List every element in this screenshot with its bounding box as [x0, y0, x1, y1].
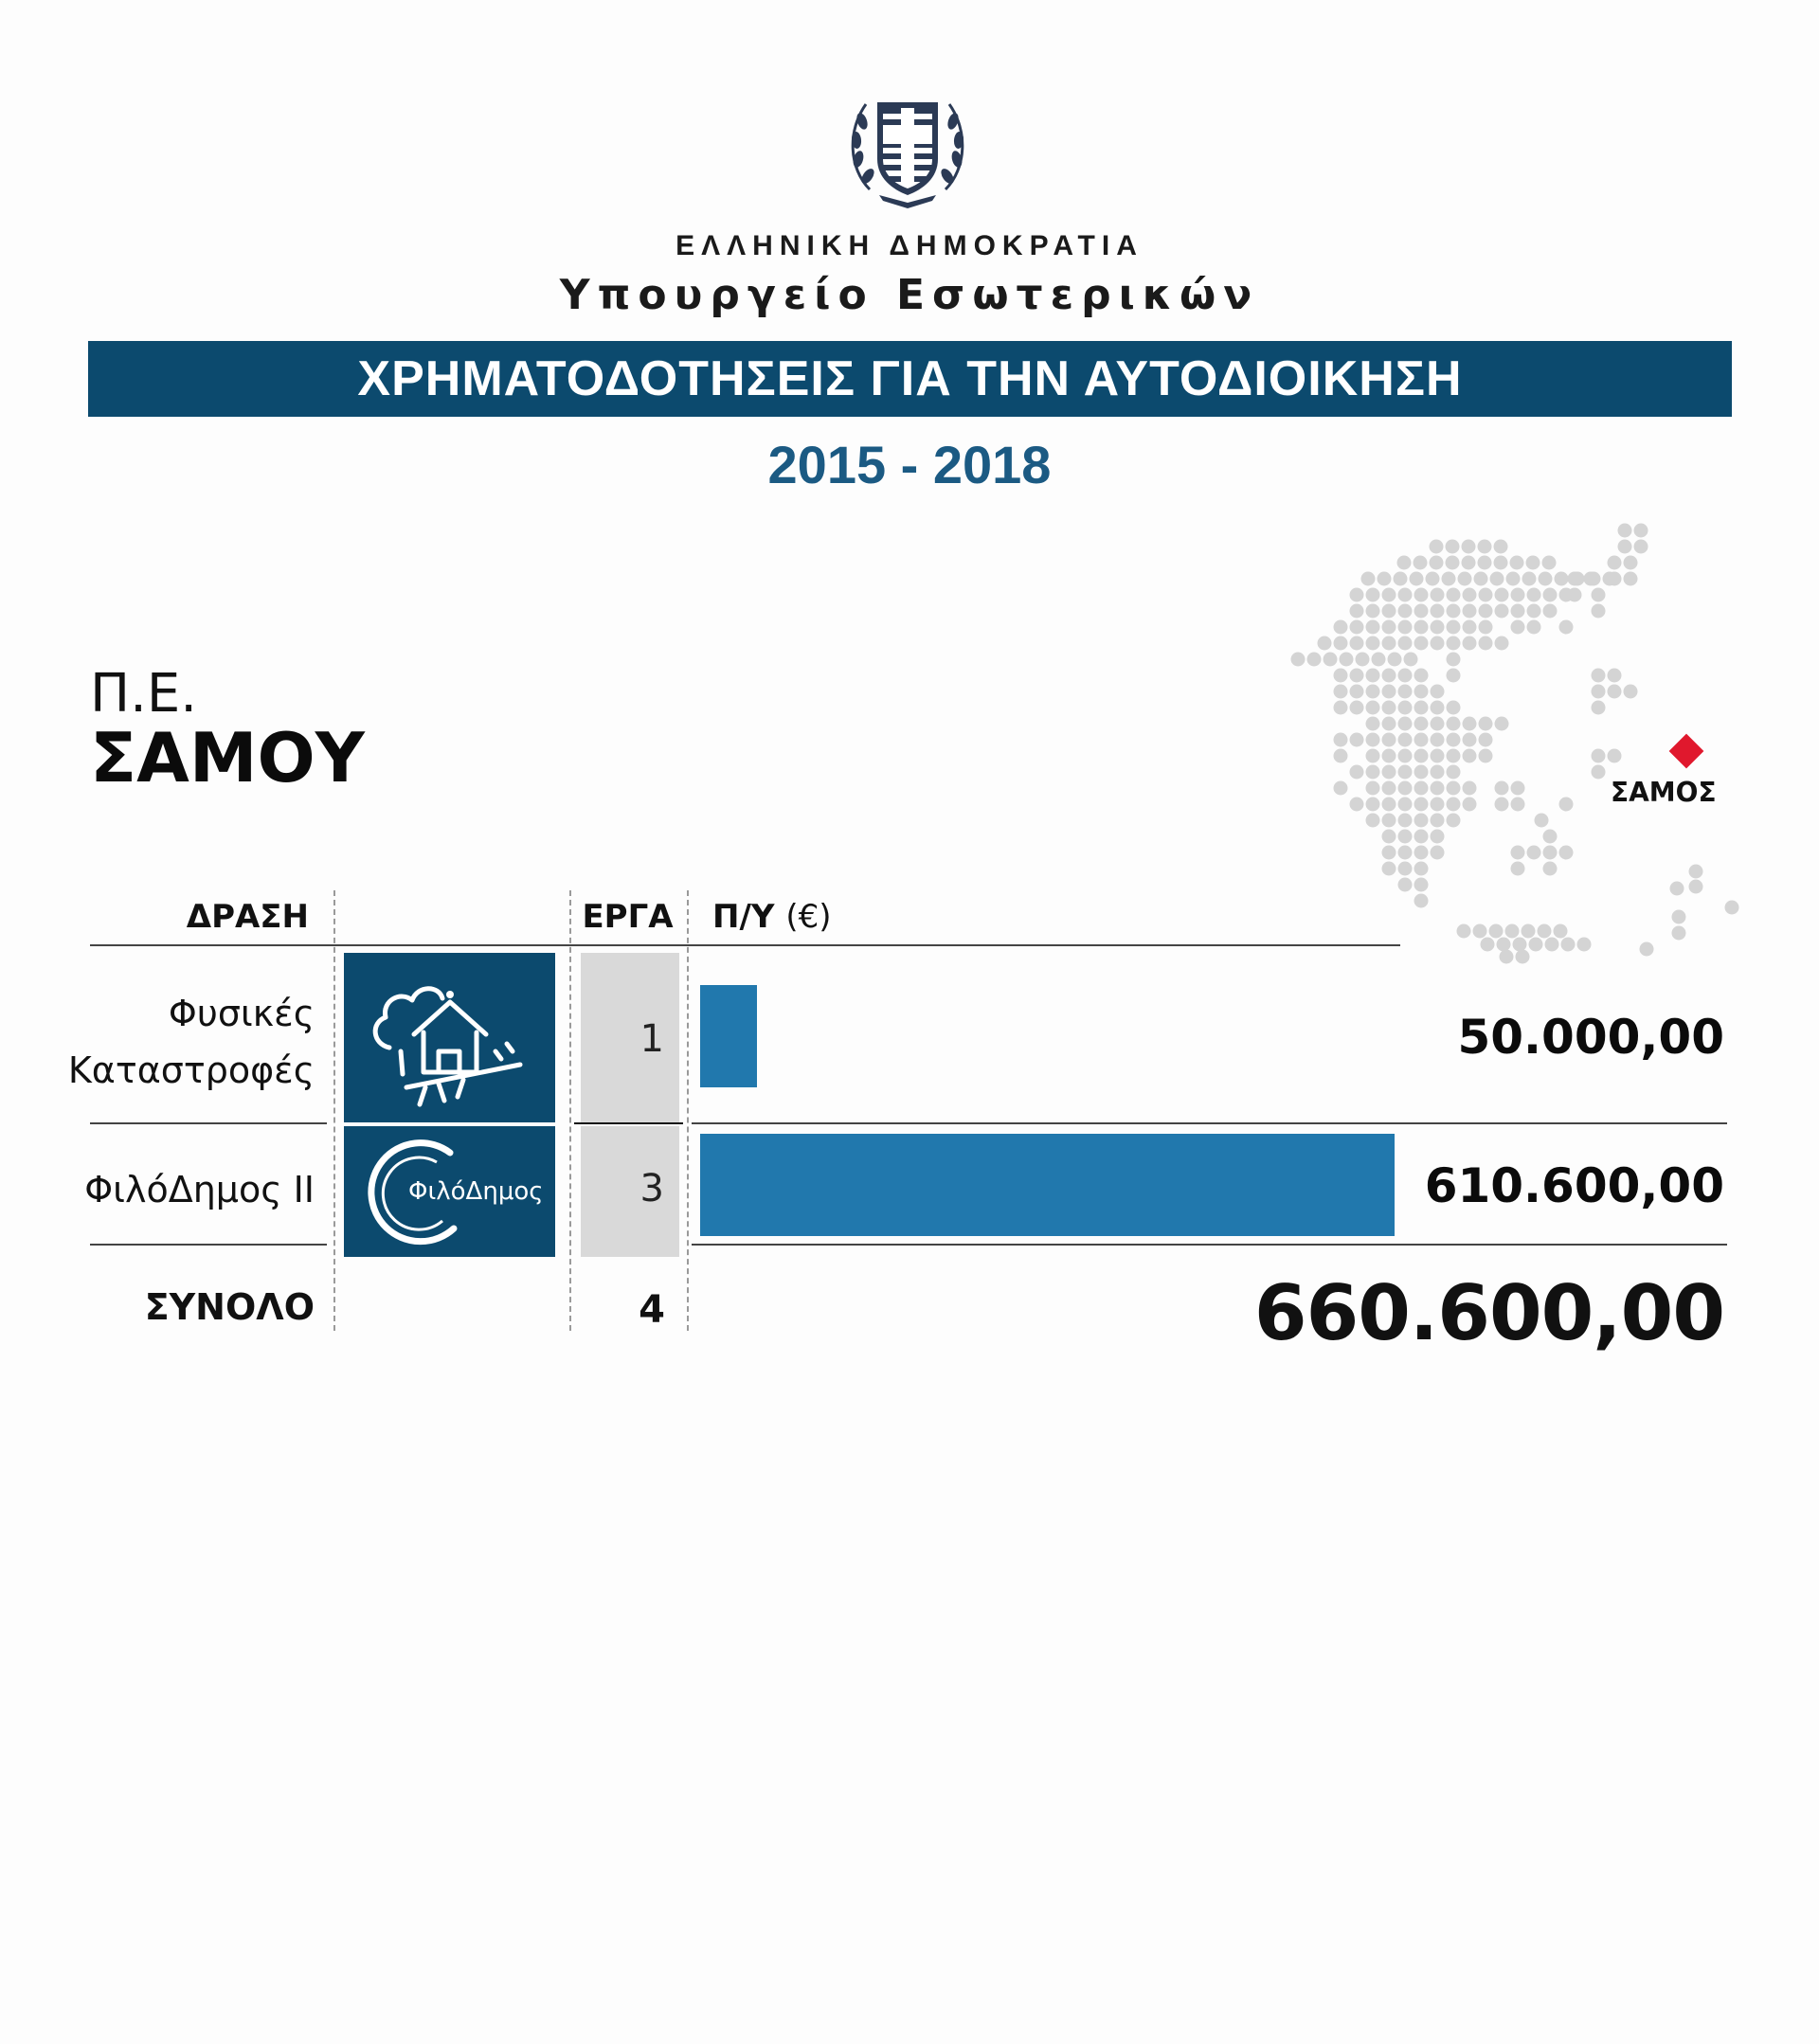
map-dot	[1366, 798, 1380, 812]
map-dot	[1447, 701, 1461, 715]
map-dot	[1511, 620, 1525, 635]
map-dot	[1511, 781, 1525, 796]
map-dot	[1463, 604, 1477, 619]
map-dot	[1431, 701, 1445, 715]
map-dot	[1398, 878, 1413, 892]
column-header-projects: ΕΡΓΑ	[582, 898, 674, 936]
budget-value: 610.600,00	[1424, 1158, 1724, 1213]
map-dot	[1463, 749, 1477, 763]
total-label: ΣΥΝΟΛΟ	[144, 1286, 315, 1328]
map-dot	[1608, 685, 1622, 699]
map-dot	[1414, 717, 1429, 731]
map-dot	[1608, 749, 1622, 763]
map-dot	[1526, 556, 1540, 570]
map-dot	[1398, 781, 1413, 796]
map-dot	[1350, 733, 1364, 747]
map-dot	[1495, 781, 1509, 796]
map-dot	[1463, 620, 1477, 635]
map-dot	[1398, 588, 1413, 602]
map-dot	[1398, 701, 1413, 715]
map-dot	[1478, 540, 1492, 554]
header-rule	[90, 944, 1400, 946]
map-dot	[1366, 749, 1380, 763]
map-dot	[1447, 588, 1461, 602]
map-dot	[1543, 846, 1558, 860]
map-dot	[1318, 637, 1332, 651]
map-dot	[1414, 749, 1429, 763]
map-dot	[1350, 669, 1364, 683]
row-action-label	[57, 985, 315, 1099]
map-dot	[1431, 717, 1445, 731]
map-dot	[1584, 572, 1598, 586]
map-dot	[1414, 620, 1429, 635]
map-dot	[1479, 620, 1493, 635]
map-dot	[1378, 572, 1392, 586]
map-dot	[1382, 588, 1396, 602]
map-dot	[1568, 588, 1582, 602]
map-dot	[1495, 588, 1509, 602]
row-rule	[574, 1122, 683, 1124]
map-dot	[1608, 572, 1622, 586]
map-dot	[1382, 798, 1396, 812]
map-dot	[1431, 588, 1445, 602]
map-dot	[1394, 572, 1408, 586]
map-dot	[1366, 588, 1380, 602]
map-dot	[1725, 901, 1739, 915]
map-dot	[1366, 701, 1380, 715]
map-dot	[1624, 556, 1638, 570]
map-dot	[1334, 669, 1348, 683]
map-dot	[1479, 604, 1493, 619]
map-dot	[1350, 588, 1364, 602]
map-dot	[1689, 865, 1703, 879]
map-dot	[1473, 924, 1487, 939]
samos-marker-icon	[1669, 734, 1704, 769]
map-dot	[1672, 910, 1686, 924]
map-dot	[1334, 749, 1348, 763]
map-dot	[1414, 604, 1429, 619]
map-dot	[1592, 604, 1606, 619]
column-divider	[569, 890, 571, 1331]
greece-dot-map	[1279, 511, 1743, 985]
map-dot	[1430, 540, 1444, 554]
map-dot	[1543, 604, 1558, 619]
map-dot	[1592, 749, 1606, 763]
region-prefix: Π.Ε.	[90, 663, 198, 725]
map-dot	[1414, 588, 1429, 602]
map-dot	[1334, 637, 1348, 651]
map-dot	[1397, 556, 1412, 570]
map-dot	[1324, 653, 1338, 667]
map-dot	[1398, 798, 1413, 812]
map-dot	[1398, 862, 1413, 876]
map-dot	[1340, 653, 1354, 667]
map-dot	[1559, 846, 1574, 860]
map-dot	[1670, 882, 1684, 896]
map-dot	[1382, 669, 1396, 683]
map-dot	[1382, 717, 1396, 731]
map-dot	[1398, 669, 1413, 683]
map-dot	[1489, 924, 1504, 939]
map-dot	[1640, 942, 1654, 957]
map-dot	[1382, 846, 1396, 860]
map-dot	[1447, 717, 1461, 731]
row-action-label: ΦιλόΔημος II	[84, 1169, 315, 1210]
map-dot	[1513, 938, 1527, 952]
map-dot	[1463, 717, 1477, 731]
map-dot	[1366, 637, 1380, 651]
map-dot	[1366, 669, 1380, 683]
map-dot	[1388, 653, 1402, 667]
map-dot	[1356, 653, 1370, 667]
map-dot	[1592, 701, 1606, 715]
map-dot	[1618, 540, 1632, 554]
map-dot	[1431, 798, 1445, 812]
map-dot	[1350, 701, 1364, 715]
map-dot	[1490, 572, 1504, 586]
map-dot	[1398, 846, 1413, 860]
map-dot	[1361, 572, 1376, 586]
map-dot	[1527, 620, 1541, 635]
map-dot	[1494, 540, 1508, 554]
map-dot	[1539, 572, 1553, 586]
map-dot	[1398, 717, 1413, 731]
map-dot	[1608, 556, 1622, 570]
map-dot	[1307, 653, 1322, 667]
map-location-label: ΣΑΜΟΣ	[1611, 777, 1717, 808]
map-dot	[1414, 878, 1429, 892]
map-dot	[1382, 862, 1396, 876]
filodimos-logo-text: ΦιλόΔημος	[408, 1177, 544, 1206]
map-dot	[1398, 765, 1413, 780]
map-dot	[1478, 556, 1492, 570]
map-dot	[1382, 749, 1396, 763]
total-projects: 4	[639, 1288, 665, 1332]
map-dot	[1431, 846, 1445, 860]
map-dot	[1495, 637, 1509, 651]
map-dot	[1398, 830, 1413, 844]
map-dot	[1447, 798, 1461, 812]
map-dot	[1494, 556, 1508, 570]
map-dot	[1382, 765, 1396, 780]
map-dot	[1561, 938, 1576, 952]
map-dot	[1398, 814, 1413, 828]
map-dot	[1398, 620, 1413, 635]
map-dot	[1479, 717, 1493, 731]
map-dot	[1414, 830, 1429, 844]
map-dot	[1447, 637, 1461, 651]
map-dot	[1457, 924, 1471, 939]
map-dot	[1447, 749, 1461, 763]
map-dot	[1479, 749, 1493, 763]
map-dot	[1350, 620, 1364, 635]
region-name: ΣΑΜΟΥ	[90, 718, 365, 798]
map-dot	[1446, 540, 1460, 554]
map-dot	[1538, 924, 1552, 939]
map-dot	[1414, 765, 1429, 780]
map-dot	[1414, 781, 1429, 796]
map-dot	[1554, 924, 1568, 939]
map-dot	[1447, 669, 1461, 683]
projects-count: 1	[639, 1017, 664, 1061]
map-dot	[1431, 749, 1445, 763]
map-dot	[1522, 572, 1537, 586]
map-dot	[1366, 814, 1380, 828]
map-dot	[1463, 588, 1477, 602]
map-dot	[1500, 950, 1514, 964]
row-rule	[692, 1122, 1727, 1124]
map-dot	[1479, 733, 1493, 747]
map-dot	[1447, 814, 1461, 828]
natural-disaster-tile	[344, 953, 555, 1122]
map-dot	[1398, 637, 1413, 651]
map-dot	[1334, 733, 1348, 747]
map-dot	[1529, 938, 1543, 952]
map-dot	[1497, 938, 1511, 952]
map-dot	[1431, 830, 1445, 844]
map-dot	[1481, 938, 1495, 952]
map-dot	[1543, 862, 1558, 876]
map-dot	[1495, 717, 1509, 731]
map-dot	[1442, 572, 1456, 586]
map-dot	[1511, 846, 1525, 860]
map-dot	[1426, 572, 1440, 586]
map-dot	[1522, 924, 1536, 939]
column-header-budget	[712, 898, 832, 936]
ministry-title: Υπουργείο Εσωτερικών	[559, 271, 1260, 319]
map-dot	[1398, 733, 1413, 747]
map-dot	[1446, 556, 1460, 570]
map-dot	[1414, 814, 1429, 828]
map-dot	[1372, 653, 1386, 667]
map-dot	[1447, 604, 1461, 619]
map-dot	[1350, 765, 1364, 780]
map-dot	[1624, 685, 1638, 699]
map-dot	[1431, 604, 1445, 619]
map-dot	[1568, 572, 1582, 586]
map-dot	[1463, 798, 1477, 812]
map-dot	[1334, 685, 1348, 699]
map-dot	[1559, 798, 1574, 812]
map-dot	[1414, 701, 1429, 715]
map-dot	[1511, 798, 1525, 812]
map-dot	[1618, 524, 1632, 538]
map-dot	[1414, 556, 1428, 570]
map-dot	[1382, 733, 1396, 747]
map-dot	[1555, 572, 1569, 586]
map-dot	[1382, 830, 1396, 844]
map-dot	[1447, 733, 1461, 747]
natural-disaster-icon	[344, 953, 555, 1122]
map-dot	[1350, 637, 1364, 651]
map-dot	[1511, 604, 1525, 619]
filodimos-tile	[344, 1126, 555, 1257]
map-dot	[1535, 814, 1549, 828]
action-line2: Καταστροφές	[67, 1049, 315, 1091]
map-dot	[1495, 798, 1509, 812]
map-dots	[1291, 524, 1739, 964]
map-dot	[1366, 620, 1380, 635]
map-dot	[1350, 798, 1364, 812]
action-line1: Φυσικές	[168, 993, 315, 1034]
map-dot	[1431, 733, 1445, 747]
map-dot	[1511, 862, 1525, 876]
map-dot	[1334, 701, 1348, 715]
map-dot	[1414, 862, 1429, 876]
map-dot	[1495, 604, 1509, 619]
map-dot	[1366, 781, 1380, 796]
map-dot	[1398, 604, 1413, 619]
years-range: 2015 - 2018	[767, 435, 1052, 494]
map-dot	[1334, 781, 1348, 796]
map-dot	[1447, 781, 1461, 796]
map-dot	[1559, 620, 1574, 635]
map-dot	[1447, 765, 1461, 780]
map-dot	[1382, 814, 1396, 828]
map-dot	[1430, 556, 1444, 570]
map-dot	[1458, 572, 1472, 586]
map-dot	[1624, 572, 1638, 586]
map-dot	[1447, 653, 1461, 667]
map-dot	[1545, 938, 1559, 952]
map-dot	[1431, 620, 1445, 635]
map-dot	[1527, 604, 1541, 619]
filodimos-logo-icon	[344, 1126, 555, 1257]
map-dot	[1577, 938, 1592, 952]
map-dot	[1479, 588, 1493, 602]
column-divider	[687, 890, 689, 1331]
map-dot	[1414, 798, 1429, 812]
map-dot	[1382, 685, 1396, 699]
map-dot	[1463, 781, 1477, 796]
map-dot	[1414, 894, 1429, 908]
map-dot	[1592, 669, 1606, 683]
map-dot	[1542, 556, 1557, 570]
budget-bar	[700, 985, 757, 1087]
map-dot	[1414, 669, 1429, 683]
row-rule	[90, 1122, 327, 1124]
map-dot	[1366, 685, 1380, 699]
map-dot	[1291, 653, 1306, 667]
map-dot	[1414, 733, 1429, 747]
map-dot	[1689, 880, 1703, 894]
map-dot	[1527, 588, 1541, 602]
map-dot	[1431, 685, 1445, 699]
total-budget: 660.600,00	[1253, 1269, 1724, 1357]
row-rule	[692, 1244, 1727, 1246]
budget-header-label: Π/Υ	[712, 898, 775, 936]
banner-title: ΧΡΗΜΑΤΟΔΟΤΗΣΕΙΣ ΓΙΑ ΤΗΝ ΑΥΤΟΔΙΟΙΚΗΣΗ	[357, 351, 1463, 406]
map-dot	[1414, 846, 1429, 860]
map-dot	[1463, 733, 1477, 747]
map-dot	[1410, 572, 1424, 586]
map-dot	[1506, 572, 1521, 586]
map-dot	[1350, 685, 1364, 699]
map-dot	[1447, 620, 1461, 635]
budget-value: 50.000,00	[1457, 1010, 1724, 1065]
map-dot	[1608, 669, 1622, 683]
map-dot	[1543, 830, 1558, 844]
map-dot	[1414, 685, 1429, 699]
map-dot	[1382, 604, 1396, 619]
republic-title: ΕΛΛΗΝΙΚΗ ΔΗΜΟΚΡΑΤΙΑ	[675, 230, 1144, 261]
column-header-action: ΔΡΑΣΗ	[186, 898, 309, 936]
greek-coat-of-arms-icon	[841, 83, 974, 216]
map-dot	[1527, 846, 1541, 860]
map-dot	[1474, 572, 1488, 586]
map-dot	[1462, 556, 1476, 570]
map-dot	[1398, 685, 1413, 699]
map-dot	[1505, 924, 1520, 939]
map-dot	[1431, 637, 1445, 651]
map-dot	[1366, 733, 1380, 747]
map-dot	[1592, 765, 1606, 780]
map-dot	[1479, 637, 1493, 651]
map-dot	[1672, 926, 1686, 941]
map-dot	[1592, 588, 1606, 602]
map-dot	[1516, 950, 1530, 964]
map-dot	[1634, 540, 1648, 554]
map-dot	[1350, 604, 1364, 619]
map-dot	[1382, 781, 1396, 796]
map-dot	[1511, 588, 1525, 602]
map-dot	[1398, 749, 1413, 763]
map-dot	[1634, 524, 1648, 538]
projects-count: 3	[639, 1167, 664, 1210]
map-dot	[1431, 781, 1445, 796]
map-dot	[1510, 556, 1524, 570]
map-dot	[1382, 637, 1396, 651]
budget-header-unit: (€)	[785, 898, 832, 936]
map-dot	[1366, 717, 1380, 731]
row-rule	[90, 1244, 327, 1246]
map-dot	[1382, 701, 1396, 715]
map-dot	[1543, 588, 1558, 602]
map-dot	[1366, 604, 1380, 619]
map-dot	[1382, 620, 1396, 635]
map-dot	[1462, 540, 1476, 554]
map-dot	[1334, 620, 1348, 635]
map-dot	[1414, 637, 1429, 651]
map-dot	[1431, 765, 1445, 780]
map-dot	[1404, 653, 1418, 667]
column-divider	[333, 890, 335, 1331]
map-dot	[1592, 685, 1606, 699]
map-dot	[1431, 814, 1445, 828]
map-dot	[1463, 637, 1477, 651]
map-dot	[1366, 765, 1380, 780]
